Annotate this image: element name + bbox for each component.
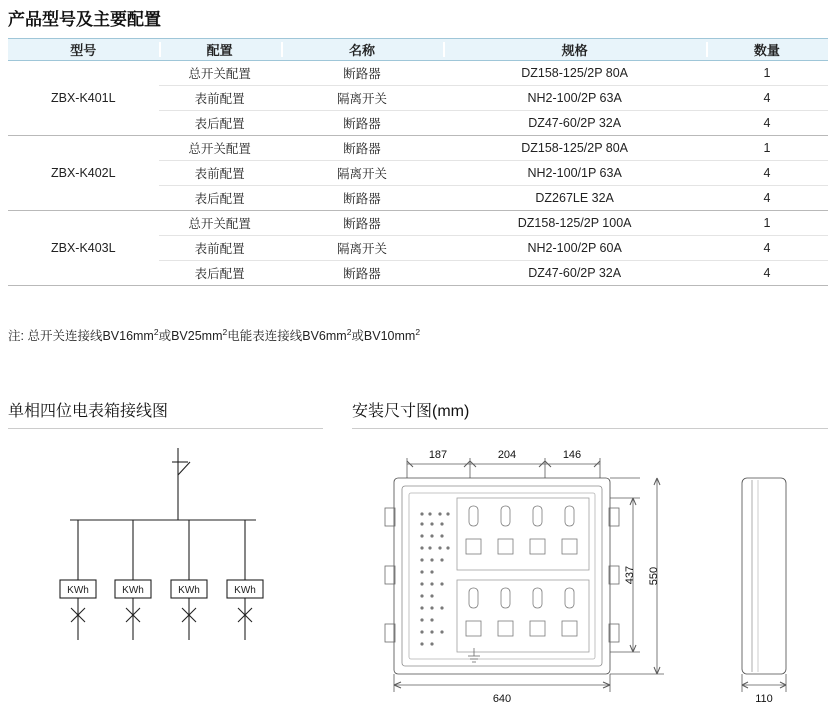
col-header-model: 型号 [8, 39, 159, 61]
cell-qty: 4 [706, 111, 828, 136]
cell-config: 表后配置 [159, 111, 281, 136]
cell-config: 表后配置 [159, 186, 281, 211]
cell-spec: DZ158-125/2P 80A [443, 136, 705, 161]
cell-config: 总开关配置 [159, 211, 281, 236]
cell-qty: 4 [706, 261, 828, 286]
note-sup-2: 2 [222, 326, 228, 337]
meter-window [530, 621, 545, 636]
cell-name: 断路器 [281, 261, 444, 286]
mounting-lug-left-mid [385, 566, 395, 584]
breaker-slot [533, 506, 542, 526]
note-sup-3: 2 [346, 326, 352, 337]
dim-label-top-3: 146 [562, 449, 582, 461]
cell-spec: DZ47-60/2P 32A [443, 261, 705, 286]
cell-spec: DZ158-125/2P 100A [443, 211, 705, 236]
dim-label-top-1: 187 [428, 449, 448, 461]
cell-qty: 4 [706, 161, 828, 186]
enclosure-inner-frame [402, 486, 602, 666]
cell-model: ZBX-K401L [8, 61, 159, 136]
dimension-diagram-title: 安装尺寸图(mm) [352, 398, 828, 429]
note-mid-3: 或BV10mm [351, 329, 416, 343]
cell-name: 隔离开关 [281, 86, 444, 111]
cell-spec: DZ47-60/2P 32A [443, 111, 705, 136]
dim-label-top-2: 204 [497, 449, 517, 461]
meter-label: KWh [122, 585, 144, 596]
dimension-drawing-svg [352, 436, 830, 703]
dim-label-side-bottom: 110 [755, 693, 773, 703]
dimension-drawing [352, 436, 830, 703]
meter-label: KWh [67, 585, 89, 596]
meter-window [498, 621, 513, 636]
breaker-slot [469, 588, 478, 608]
meter-window [562, 621, 577, 636]
cell-config: 总开关配置 [159, 136, 281, 161]
cell-qty: 4 [706, 236, 828, 261]
cell-name: 断路器 [281, 211, 444, 236]
spec-table [8, 38, 828, 286]
cell-name: 断路器 [281, 186, 444, 211]
cell-config: 总开关配置 [159, 61, 281, 86]
mounting-lug-right-bottom [609, 624, 619, 642]
cell-config: 表后配置 [159, 261, 281, 286]
cell-qty: 4 [706, 186, 828, 211]
note-mid-1: 或BV25mm [158, 329, 223, 343]
table-row [8, 136, 828, 161]
cell-config: 表前配置 [159, 161, 281, 186]
meter-label: KWh [234, 585, 256, 596]
breaker-slot [501, 588, 510, 608]
table-header-row [8, 39, 828, 61]
meter-label: KWh [178, 585, 200, 596]
mounting-lug-left-bottom [385, 624, 395, 642]
meter-window [466, 539, 481, 554]
cell-spec: NH2-100/2P 60A [443, 236, 705, 261]
cell-name: 断路器 [281, 61, 444, 86]
page-title: 产品型号及主要配置 [8, 10, 161, 29]
cell-model: ZBX-K402L [8, 136, 159, 211]
breaker-slot [501, 506, 510, 526]
cell-spec: NH2-100/1P 63A [443, 161, 705, 186]
cell-name: 隔离开关 [281, 236, 444, 261]
knockout-hole-group [420, 512, 449, 645]
breaker-slot [469, 506, 478, 526]
wiring-diagram [8, 440, 328, 690]
enclosure-door-panel [409, 493, 595, 659]
meter-window [498, 539, 513, 554]
dim-label-right-inner: 437 [624, 565, 636, 585]
note-sup-1: 2 [153, 326, 159, 337]
mounting-lug-right-top [609, 508, 619, 526]
note-prefix: 注: 总开关连接线BV16mm [8, 329, 154, 343]
mounting-lug-left-top [385, 508, 395, 526]
cell-config: 表前配置 [159, 86, 281, 111]
cell-qty: 1 [706, 211, 828, 236]
col-header-qty: 数量 [706, 39, 828, 61]
dim-label-bottom: 640 [492, 693, 512, 703]
col-header-name: 名称 [281, 39, 444, 61]
cell-spec: NH2-100/2P 63A [443, 86, 705, 111]
cell-spec: DZ158-125/2P 80A [443, 61, 705, 86]
note-mid-2: 电能表连接线BV6mm [227, 329, 347, 343]
upper-compartment [457, 498, 589, 570]
table-row [8, 61, 828, 86]
note-sup-4: 2 [415, 326, 421, 337]
col-header-spec: 规格 [443, 39, 705, 61]
cell-qty: 1 [706, 136, 828, 161]
meter-window [466, 621, 481, 636]
cell-name: 隔离开关 [281, 161, 444, 186]
dim-label-right-outer: 550 [648, 566, 660, 586]
meter-window [530, 539, 545, 554]
cell-spec: DZ267LE 32A [443, 186, 705, 211]
lower-compartment [457, 580, 589, 652]
cell-name: 断路器 [281, 136, 444, 161]
breaker-slot [565, 506, 574, 526]
cell-config: 表前配置 [159, 236, 281, 261]
main-switch-blade [178, 462, 190, 475]
cell-model: ZBX-K403L [8, 211, 159, 286]
side-view-outline [742, 478, 786, 674]
cell-qty: 4 [706, 86, 828, 111]
col-header-config: 配置 [159, 39, 281, 61]
cell-qty: 1 [706, 61, 828, 86]
cell-name: 断路器 [281, 111, 444, 136]
breaker-slot [533, 588, 542, 608]
ground-symbol [468, 648, 480, 662]
table-row [8, 211, 828, 236]
wiring-diagram-title: 单相四位电表箱接线图 [8, 398, 323, 429]
mounting-lug-right-mid [609, 566, 619, 584]
wiring-diagram-svg [8, 440, 328, 690]
breaker-slot [565, 588, 574, 608]
table-note [8, 326, 420, 344]
meter-window [562, 539, 577, 554]
